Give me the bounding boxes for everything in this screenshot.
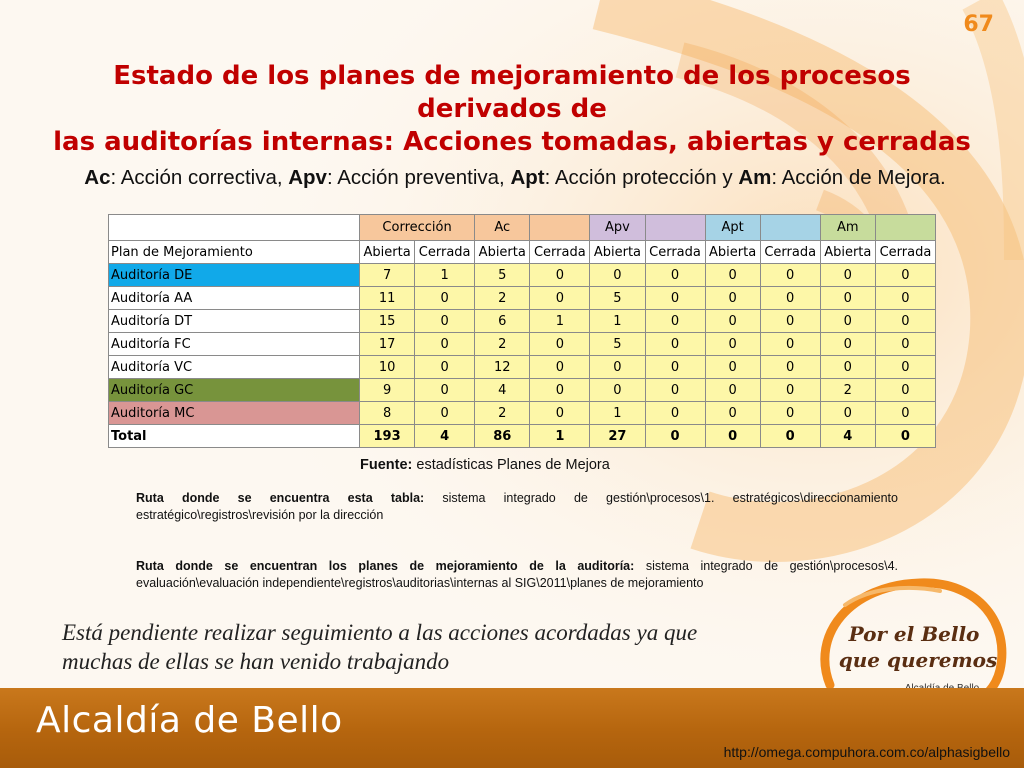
value-cell: 0	[645, 310, 705, 333]
value-cell: 0	[590, 356, 645, 379]
source-label: Fuente:	[360, 457, 413, 473]
value-cell: 0	[705, 264, 760, 287]
value-cell: 0	[530, 333, 590, 356]
value-cell: 1	[530, 310, 590, 333]
pending-followup-note	[62, 618, 802, 676]
subheader-cell: Abierta	[475, 241, 530, 264]
value-cell: 193	[360, 425, 415, 448]
value-cell: 4	[820, 425, 875, 448]
value-cell: 0	[415, 379, 475, 402]
value-cell: 0	[875, 287, 935, 310]
value-cell: 0	[820, 333, 875, 356]
value-cell: 0	[760, 264, 820, 287]
value-cell: 0	[530, 264, 590, 287]
legend-text-apv: : Acción preventiva,	[326, 166, 511, 189]
value-cell: 0	[645, 425, 705, 448]
value-cell: 0	[705, 402, 760, 425]
value-cell: 0	[760, 333, 820, 356]
value-cell: 7	[360, 264, 415, 287]
value-cell: 17	[360, 333, 415, 356]
group-header-apv: Apv	[590, 215, 645, 241]
row-name-cell: Auditoría DE	[109, 264, 360, 287]
value-cell: 0	[760, 356, 820, 379]
row-name-cell: Auditoría MC	[109, 402, 360, 425]
value-cell: 5	[475, 264, 530, 287]
value-cell: 8	[360, 402, 415, 425]
value-cell: 0	[530, 287, 590, 310]
route2-label: Ruta donde se encuentran los planes de mejoramiento de la auditoría:	[136, 559, 635, 573]
title-line-1: Estado de los planes de mejoramiento de los procesos derivados de	[113, 61, 911, 124]
table-subheader-row	[109, 241, 936, 264]
value-cell: 0	[705, 310, 760, 333]
value-cell: 2	[475, 287, 530, 310]
row-name-cell: Auditoría FC	[109, 333, 360, 356]
improvement-plans-table	[108, 214, 936, 448]
subheader-cell: Cerrada	[760, 241, 820, 264]
page-number: 67	[963, 12, 994, 37]
value-cell: 0	[415, 333, 475, 356]
group-header-apv-blank	[645, 215, 705, 241]
logo-line-1: Por el Bello	[848, 622, 980, 646]
title-line-2: las auditorías internas: Acciones tomadas, abiertas y cerradas	[53, 127, 971, 157]
value-cell: 0	[820, 402, 875, 425]
row-name-cell: Auditoría GC	[109, 379, 360, 402]
value-cell: 0	[590, 264, 645, 287]
value-cell: 0	[415, 310, 475, 333]
value-cell: 2	[475, 333, 530, 356]
value-cell: 0	[875, 310, 935, 333]
legend-text-am: : Acción de Mejora.	[771, 166, 946, 189]
value-cell: 0	[760, 425, 820, 448]
row-header-label: Plan de Mejoramiento	[109, 241, 360, 264]
value-cell: 1	[530, 425, 590, 448]
value-cell: 0	[415, 356, 475, 379]
value-cell: 0	[760, 310, 820, 333]
source-line	[360, 457, 610, 473]
value-cell: 27	[590, 425, 645, 448]
table-row	[109, 310, 936, 333]
route1-text: sistema integrado de gestión\procesos\1. estratégicos\direccionamiento estratégico\registros\revisión por la dirección	[136, 491, 898, 522]
value-cell: 0	[705, 425, 760, 448]
group-header-am: Am	[820, 215, 875, 241]
logo-line-2: que queremos	[838, 648, 998, 672]
row-name-cell: Total	[109, 425, 360, 448]
value-cell: 0	[645, 333, 705, 356]
value-cell: 1	[590, 310, 645, 333]
table-row	[109, 264, 936, 287]
value-cell: 0	[820, 264, 875, 287]
value-cell: 9	[360, 379, 415, 402]
group-header-apt: Apt	[705, 215, 760, 241]
note-line-1: Está pendiente realizar seguimiento a las acciones acordadas ya que	[62, 620, 698, 645]
value-cell: 0	[415, 402, 475, 425]
row-name-cell: Auditoría VC	[109, 356, 360, 379]
value-cell: 15	[360, 310, 415, 333]
legend-abbr-am: Am	[738, 166, 772, 189]
value-cell: 0	[820, 287, 875, 310]
value-cell: 6	[475, 310, 530, 333]
legend-abbr-apt: Apt	[510, 166, 545, 189]
table-row	[109, 379, 936, 402]
value-cell: 2	[820, 379, 875, 402]
subheader-cell: Abierta	[705, 241, 760, 264]
table-row	[109, 333, 936, 356]
row-name-cell: Auditoría DT	[109, 310, 360, 333]
table-route-note	[136, 490, 898, 524]
subheader-cell: Abierta	[360, 241, 415, 264]
subheader-cell: Cerrada	[645, 241, 705, 264]
value-cell: 0	[705, 379, 760, 402]
group-header-ac: Ac	[475, 215, 530, 241]
source-text: estadísticas Planes de Mejora	[412, 457, 610, 473]
value-cell: 0	[645, 379, 705, 402]
table-body	[109, 264, 936, 448]
value-cell: 0	[530, 402, 590, 425]
value-cell: 0	[875, 379, 935, 402]
value-cell: 5	[590, 333, 645, 356]
table-row	[109, 356, 936, 379]
table-group-header-row	[109, 215, 936, 241]
route2-text: sistema integrado de gestión\procesos\4. evaluación\evaluación independiente\registros\auditorias\internas al SIG\2011\planes de mejoramiento	[136, 559, 898, 590]
legend-text-ac: : Acción correctiva,	[110, 166, 289, 189]
plans-route-note	[136, 558, 898, 592]
value-cell: 0	[645, 402, 705, 425]
value-cell: 0	[875, 333, 935, 356]
group-header-ac-blank	[530, 215, 590, 241]
value-cell: 0	[530, 356, 590, 379]
table-row	[109, 287, 936, 310]
row-name-cell: Auditoría AA	[109, 287, 360, 310]
subheader-cell: Cerrada	[415, 241, 475, 264]
value-cell: 2	[475, 402, 530, 425]
group-header-apt-blank	[760, 215, 820, 241]
value-cell: 10	[360, 356, 415, 379]
value-cell: 0	[590, 379, 645, 402]
footer-url-link[interactable]: http://omega.compuhora.com.co/alphasigbello	[723, 744, 1010, 760]
value-cell: 1	[415, 264, 475, 287]
value-cell: 12	[475, 356, 530, 379]
footer-brand: Alcaldía de Bello	[36, 700, 343, 741]
value-cell: 0	[415, 287, 475, 310]
value-cell: 0	[875, 402, 935, 425]
table-corner-cell	[109, 215, 360, 241]
value-cell: 0	[705, 356, 760, 379]
group-header-correccion: Corrección	[360, 215, 475, 241]
value-cell: 0	[820, 310, 875, 333]
value-cell: 0	[875, 356, 935, 379]
value-cell: 1	[590, 402, 645, 425]
note-line-2: muchas de ellas se han venido trabajando	[62, 649, 450, 674]
value-cell: 5	[590, 287, 645, 310]
value-cell: 0	[645, 356, 705, 379]
subheader-cell: Cerrada	[875, 241, 935, 264]
value-cell: 0	[645, 287, 705, 310]
legend-abbr-apv: Apv	[288, 166, 327, 189]
legend-text-apt: : Acción protección y	[544, 166, 739, 189]
value-cell: 4	[415, 425, 475, 448]
value-cell: 4	[475, 379, 530, 402]
value-cell: 0	[530, 379, 590, 402]
table-total-row	[109, 425, 936, 448]
value-cell: 0	[875, 264, 935, 287]
value-cell: 86	[475, 425, 530, 448]
value-cell: 11	[360, 287, 415, 310]
subheader-cell: Abierta	[590, 241, 645, 264]
subheader-cell: Abierta	[820, 241, 875, 264]
table-row	[109, 402, 936, 425]
group-header-am-blank	[875, 215, 935, 241]
route1-label: Ruta donde se encuentra esta tabla:	[136, 491, 425, 505]
value-cell: 0	[875, 425, 935, 448]
value-cell: 0	[760, 402, 820, 425]
page-title	[40, 60, 984, 159]
value-cell: 0	[820, 356, 875, 379]
value-cell: 0	[760, 287, 820, 310]
subheader-cell: Cerrada	[530, 241, 590, 264]
value-cell: 0	[645, 264, 705, 287]
value-cell: 0	[705, 333, 760, 356]
abbreviation-legend	[30, 166, 1000, 190]
legend-abbr-ac: Ac	[84, 166, 111, 189]
value-cell: 0	[705, 287, 760, 310]
value-cell: 0	[760, 379, 820, 402]
